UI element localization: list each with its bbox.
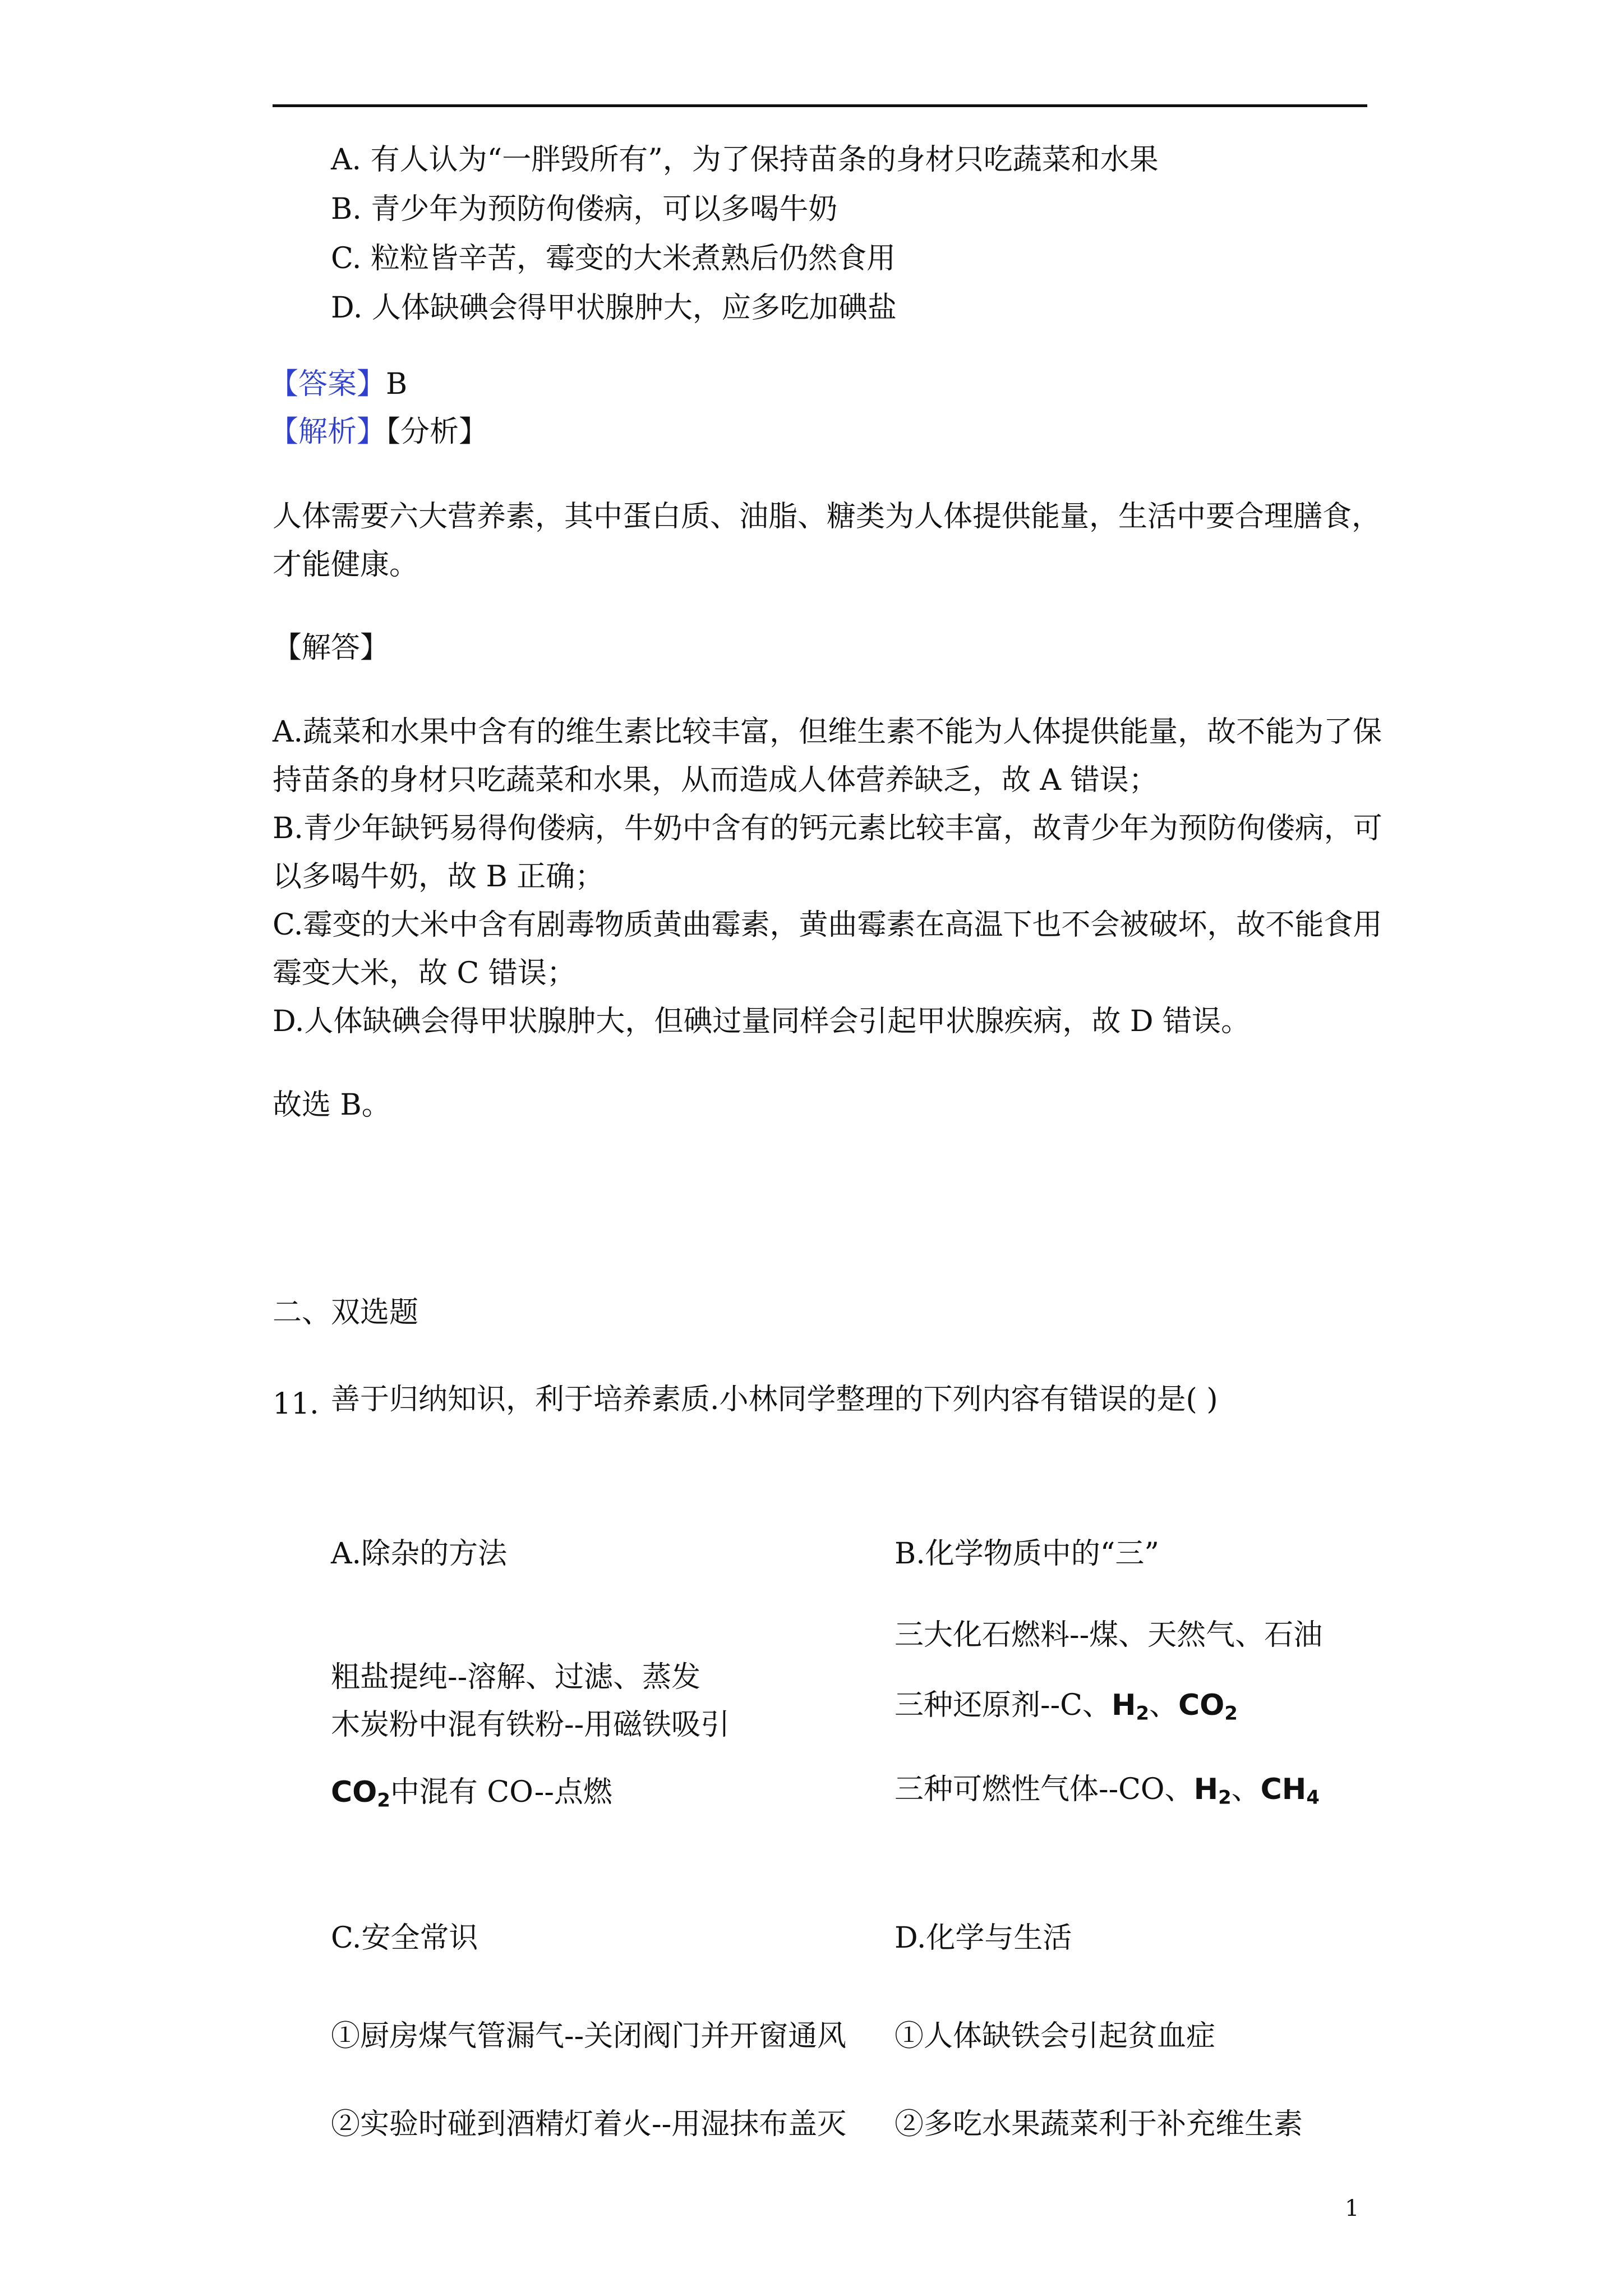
analysis-tag: 【解析】 bbox=[269, 415, 386, 449]
group-b-line-2: 三种还原剂--C、$H_2$、$CO_2$ bbox=[895, 1688, 1238, 1724]
group-b-line-3: 三种可燃性气体--CO、$H_2$、$CH_4$ bbox=[895, 1773, 1320, 1809]
answer-tag: 【答案】 bbox=[269, 367, 386, 401]
solution-line-4: 以多喝牛奶，故 B 正确； bbox=[273, 860, 605, 894]
analysis-subtag: 【分析】 bbox=[386, 415, 488, 449]
option-c: C. 粒粒皆辛苦，霉变的大米煮熟后仍然食用 bbox=[331, 242, 896, 275]
solution-tag: 【解答】 bbox=[273, 631, 390, 665]
solution-line-7: D.人体缺碘会得甲状腺肿大，但碘过量同样会引起甲状腺疾病，故 D 错误。 bbox=[273, 1005, 1251, 1038]
group-b-line-1: 三大化石燃料--煤、天然气、石油 bbox=[895, 1618, 1323, 1652]
group-a-line-3: $CO_2$中混有 CO--点燃 bbox=[331, 1775, 612, 1811]
analysis-text-2: 才能健康。 bbox=[273, 548, 419, 582]
option-a: A. 有人认为“一胖毁所有”，为了保持苗条的身材只吃蔬菜和水果 bbox=[331, 143, 1159, 177]
ch4-formula: $CH_4$ bbox=[1260, 1773, 1320, 1809]
group-b-title: B.化学物质中的“三” bbox=[895, 1537, 1159, 1571]
group-a-line-1: 粗盐提纯--溶解、过滤、蒸发 bbox=[331, 1660, 701, 1694]
option-b: B. 青少年为预防佝偻病，可以多喝牛奶 bbox=[331, 192, 838, 226]
group-d-title: D.化学与生活 bbox=[895, 1921, 1072, 1955]
analysis-line bbox=[269, 412, 488, 452]
answer-value: B bbox=[386, 367, 408, 401]
group-c-line-2: ②实验时碰到酒精灯着火--用湿抹布盖灭 bbox=[331, 2108, 847, 2141]
group-c-line-1: ①厨房煤气管漏气--关闭阀门并开窗通风 bbox=[331, 2019, 847, 2053]
solution-line-6: 霉变大米，故 C 错误； bbox=[273, 956, 576, 990]
solution-line-1: A.蔬菜和水果中含有的维生素比较丰富，但维生素不能为人体提供能量，故不能为了保 bbox=[273, 715, 1382, 749]
question-stem: 善于归纳知识，利于培养素质.小林同学整理的下列内容有错误的是( ) bbox=[331, 1383, 1218, 1416]
analysis-text-1: 人体需要六大营养素，其中蛋白质、油脂、糖类为人体提供能量，生活中要合理膳食， bbox=[273, 500, 1381, 533]
group-a-title: A.除杂的方法 bbox=[331, 1537, 508, 1571]
co2-formula: $CO_2$ bbox=[1178, 1688, 1238, 1724]
page-number: 1 bbox=[1345, 2196, 1359, 2221]
question-number: 11. bbox=[273, 1387, 319, 1421]
answer-line bbox=[269, 365, 407, 404]
group-d-line-1: ①人体缺铁会引起贫血症 bbox=[895, 2019, 1216, 2053]
group-c-title: C.安全常识 bbox=[331, 1921, 478, 1955]
header-rule bbox=[273, 104, 1367, 107]
solution-line-2: 持苗条的身材只吃蔬菜和水果，从而造成人体营养缺乏，故 A 错误； bbox=[273, 763, 1158, 797]
solution-line-5: C.霉变的大米中含有剧毒物质黄曲霉素，黄曲霉素在高温下也不会被破坏，故不能食用 bbox=[273, 908, 1382, 942]
h2-formula: $H_2$ bbox=[1111, 1688, 1149, 1724]
h2-formula: $H_2$ bbox=[1193, 1773, 1232, 1809]
solution-line-3: B.青少年缺钙易得佝偻病，牛奶中含有的钙元素比较丰富，故青少年为预防佝偻病，可 bbox=[273, 812, 1382, 845]
section-title: 二、双选题 bbox=[273, 1296, 419, 1329]
conclusion: 故选 B。 bbox=[273, 1088, 391, 1122]
group-a-line-2: 木炭粉中混有铁粉--用磁铁吸引 bbox=[331, 1708, 730, 1742]
co2-formula: $CO_2$ bbox=[331, 1775, 390, 1811]
group-d-line-2: ②多吃水果蔬菜利于补充维生素 bbox=[895, 2108, 1303, 2141]
option-d: D. 人体缺碘会得甲状腺肿大，应多吃加碘盐 bbox=[331, 291, 897, 325]
